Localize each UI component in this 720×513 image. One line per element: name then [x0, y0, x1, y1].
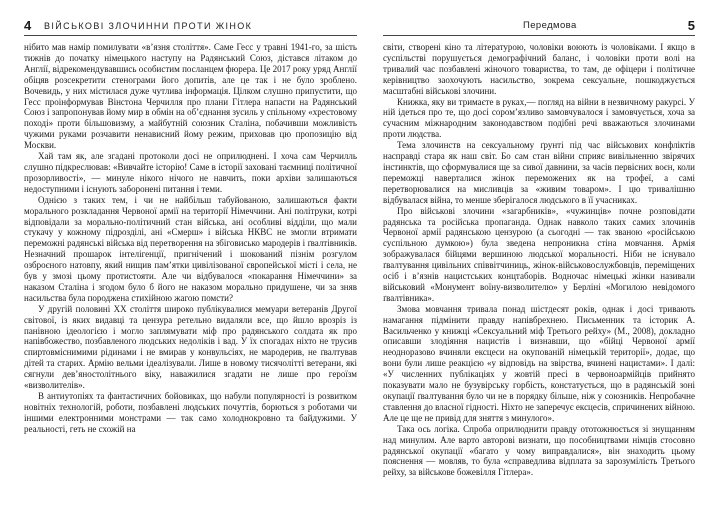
paragraph: Така ось логіка. Спроба оприлюднити правду ототожнюється зі знущанням над минулим. Але варто авторові визнати, що пособництвами німців стосовно радянської окупації «багато у чому виправдалися», він знаходить цьому пояснення — мовляв, то була «справедлива відплата за зарозумілість Третього рейху, за військове божевілля Гітлера».: [383, 423, 695, 478]
left-page: [24, 0, 357, 513]
right-running-head: [383, 18, 695, 38]
paragraph: Змова мовчання тривала понад шістдесят років, однак і досі тривають намагання підмінити правду напівбрехнею. Письменник та історик А. Васильченко у книжці «Сексуальний міф Третього рейху» (М., 2008), докладно описавши злодіяння нацистів і визнавши, що «бійці Червоної армії неодноразово вчиняли ексцеси на окупованій німецькій території», додає, що вони були лише реакцією «у відповідь на звірства, вчинені нацистами». І далі: «У численних публікаціях у жовтій пресі в червоноармійців прийнято показувати мало не бузувірську горбість, констатується, що в радянській зоні окупації ґвалтування було чи не в порядку більше, ніж у союзників. Непробачне ставлення до власної гідності. Ніхто не заперечує ексцесів, спричинених війною. Але це ще не привід для зняття з минулого».: [383, 303, 695, 423]
left-header-rule: [24, 35, 357, 36]
paragraph: Тема злочинств на сексуальному ґрунті під час військових конфліктів насправді стара як наш світ. Бо сам стан війни сприяє вивільненню звірячих інстинктів, що сформувалися ще за сивої давнини, за часів первісних воєн, коли переможці наверталися жінок переможених як на трофеї, а самі перетворювалися на мисливців за «живим товаром». І цю тривалішню відбувалася війна, то менше зберігалося людського в її учасниках.: [383, 140, 695, 205]
paragraph: У другій половині XX століття широко публікувалися мемуари ветеранів Другої світової, із яких видавці та цензура ретельно видаляли все, що йшло врозріз із панівною ідеологією і могло заплямувати міф про радянського солдата як про напівбожество, позбавленого людських недоліків і вад. У їх спогадах ніхто не трусив спиртовміснимими рідинами і не вмирав у конвульсіях, не мародерив, не ґвалтував дітей та старих. Армію вельми ідеалізували. Лише в новому тисячолітті ветерани, які сягнули дев’яностолітнього віку, наважилися згадати не лише про героїзм «визволителів».: [24, 303, 357, 391]
right-page-number: 5: [687, 18, 695, 33]
left-page-number: 4: [24, 18, 32, 33]
right-page: [383, 0, 695, 513]
left-running-head: [24, 18, 357, 38]
paragraph: Однією з таких тем, і чи не найбільш табуйованою, залишаються факти морального розкладання Червоної армії на території Німеччини. Ані політруки, котрі відповідали за морально-політичний стан війська, ані особливі відділи, що мали стукачу у кожному підрозділі, ані «Смерш» і війська НКВС не змогли втримати переможні радянські війська від перетворення на збіговисько мародерів і ґвалтівників. Незначний прошарок інтелігенції, пригнічений і шокований пізнім розгулом озброєного натовпу, який нищив пам’ятки цивілізованої європейської місті і села, не був у змозі цьому протистояти. Але чи відбувалося «покарання Німеччини» за наказом Сталіна і згодом було б його не наказом морально придушене, чи за зняв насильства була породжена стихійною жагою помсти?: [24, 194, 357, 303]
right-header-rule: [383, 35, 695, 36]
paragraph: нібито мав намір помилувати «в’язня століття». Саме Гесс у травні 1941-го, за шість тижнів до початку німецького наступу на Радянський Союз, дістався літаком до Англії, відрекомендувавшись особистим посланцем фюрера. Це 2017 року уряд Англії обіцяв розсекретити стенограми його допитів, але це так і не було зроблено. Вочевидь, у них містилася дуже чутлива інформація. Цілком слушно припустити, що Гесс проінформував Вінстона Черчилля про плани Гітлера напасти на Радянський Союз і запропонував йому мир в обмін на об’єднання зусиль у спільному «хрестовому поході» проти більшовизму, а майбутній союзник Сталіна, побачивши можливість чужими руками розчавити ненависний йому режим, приховав цю пропозицію від Москви.: [24, 42, 357, 151]
paragraph: Про військові злочини «загарбників», «чужинців» почне розповідати радянська та російська пропаганда. Однак навколо таких самих злочинів Червоної армії радянською цензурою (а сьогодні — так званою «російською суспільною думкою») була зведена непроникна стіна мовчання. Армія зображувалася бійцями вершиною людської моральності. Ніби не існувало ґвалтування цивільних співвітчиниць, жінок-військовослужбовців, переміщених осіб і в’язнів нацистських концтаборів. Водночас німецькі жінки називали військовий «Монумент воїну-визволителю» у Берліні «Могилою невідомого ґвалтівника».: [383, 205, 695, 303]
paragraph: Книжка, яку ви тримаєте в руках,— погляд на війни в незвичному ракурсі. У ній ідеться про те, що досі сором’язливо замовчувалося і замовчується, хоча за сучасним міжнародним законодавством подібні речі вважаються злочинами проти людства.: [383, 96, 695, 140]
left-running-title: ВІЙСЬКОВІ ЗЛОЧИННИ ПРОТИ ЖІНОК: [44, 21, 253, 31]
right-running-title: Передмова: [523, 20, 577, 31]
paragraph: В антиутопіях та фантастичних бойовиках, що набули популярності із розвитком новітніх технологій, роботи, позбавлені людських почуттів, борються з роботами чи іншими електронними монстрами — так само холоднокровно та байдужими. У реальності, геть не схожій на: [24, 391, 357, 434]
right-page-body: [383, 42, 695, 478]
left-page-body: [24, 42, 357, 435]
paragraph: Хай там як, але згадані протоколи досі не оприлюднені. І хоча сам Черчилль слушно підкреслював: «Вивчайте історію! Саме в історії заховані таємниці політичної прозорливості», — минуле нікого нічого не навчить, поки архіви залишаються недоступними і існують заборонені питання і теми.: [24, 151, 357, 194]
paragraph: світи, створені кіно та літературою, чоловіки воюють із чоловіками. І якщо в суспільстві порушується демографічний баланс, і чоловіки проти волі на тривалий час позбавлені жіночого товариства, то там, де офіцери і політичне керівництво заохочують насильство, зокрема сексуальне, пошкоджується масштабні військові злочини.: [383, 42, 695, 96]
